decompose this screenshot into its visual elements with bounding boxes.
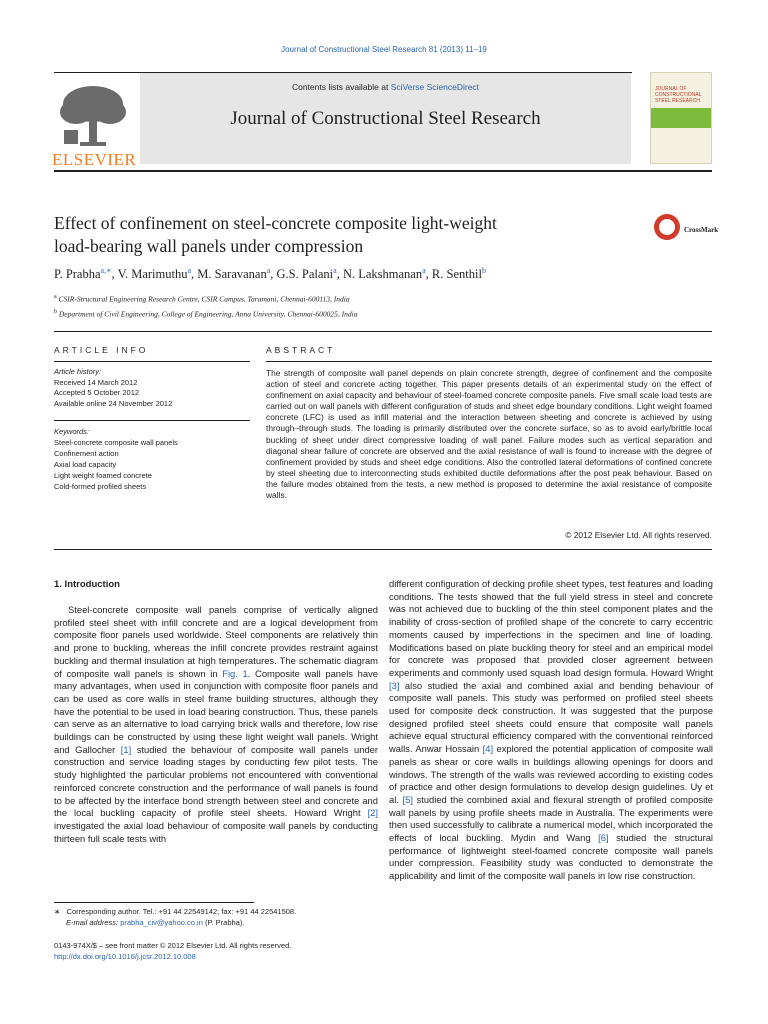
affiliation-marker: a xyxy=(54,294,57,300)
affiliations xyxy=(54,291,694,320)
author-affiliation-marker[interactable]: a xyxy=(187,266,192,275)
corresponding-author-footnote xyxy=(54,907,384,928)
paper-title-line1: Effect of confinement on steel-concrete composite light-weight xyxy=(54,213,497,233)
cover-title: JOURNAL OF CONSTRUCTIONAL STEEL RESEARCH xyxy=(655,86,702,104)
author-separator: , xyxy=(425,267,432,282)
author-name[interactable]: M. Saravanan xyxy=(197,267,267,282)
author-affiliation-marker[interactable]: a xyxy=(422,266,426,275)
author-name[interactable]: V. Marimuthu xyxy=(117,267,188,282)
email-suffix: (P. Prabha). xyxy=(202,917,245,927)
history-item: Available online 24 November 2012 xyxy=(54,398,173,408)
keywords-block xyxy=(54,426,250,492)
keyword-item: Axial load capacity xyxy=(54,460,117,469)
body-text: different configuration of decking profile sheet types, test features and loading conditions. The tests showed that the full yield stress in steel and concrete was not achieved due to buckling of the thin steel component plates and the inability of cross-section of profiled shape of the concrete to carry eccentric moments caused by imperfections in the specimen and line of loading. Modifications based on plate buckling theory for steel and an empirical model for concrete was proposed that provided closer agreement between experiments and commonly used squash load design formula. Howard Wright xyxy=(389,578,713,678)
body-text: Steel-concrete composite wall panels comprise of vertically aligned profiled steel sheet with infill concrete and are a logical development from composite floor panels used worldwide. Steel components are relatively thin and prone to buckling, whereas the infill concrete provides restraint against buckling and thermal insulation at high temperatures. The schematic diagram of composite wall panels is shown in xyxy=(54,604,378,679)
cover-green-band xyxy=(651,108,711,128)
author-name[interactable]: G.S. Palani xyxy=(276,267,334,282)
crossmark-label[interactable]: CrossMark xyxy=(684,226,719,234)
keywords-label: Keywords: xyxy=(54,427,90,436)
author-separator: , xyxy=(336,267,343,282)
header-rule xyxy=(54,170,712,172)
affiliation-line xyxy=(54,306,694,321)
author-name[interactable]: R. Senthil xyxy=(431,267,482,282)
affiliation-marker: b xyxy=(54,308,57,315)
author-separator: , xyxy=(111,267,118,282)
history-item: Accepted 5 October 2012 xyxy=(54,388,140,397)
body-text: explored the potential application of composite wall panels as shear or core walls in buildings allowing openings for doors and windows. The strength of the walls was reviewed according to existing codes of practice and other design formulations to develop design guidelines. Uy et al. xyxy=(389,743,713,805)
footnote-rule xyxy=(54,902,254,903)
article-info-heading: ARTICLE INFO xyxy=(54,345,149,355)
contents-availability xyxy=(140,82,631,92)
email-link[interactable]: prabha_civ@yahoo.co.in xyxy=(120,917,203,927)
corresponding-text: Corresponding author. Tel.: +91 44 22549142; fax: +91 44 22541508. xyxy=(66,907,297,916)
body-column-left xyxy=(54,604,378,845)
sciencedirect-link[interactable]: SciVerse ScienceDirect xyxy=(390,82,480,92)
reference-link[interactable]: [5] xyxy=(402,793,413,805)
reference-link[interactable]: [1] xyxy=(120,743,132,755)
history-list xyxy=(54,378,250,410)
body-column-right xyxy=(389,578,713,883)
reference-link[interactable]: [4] xyxy=(482,743,494,755)
elsevier-wordmark: ELSEVIER xyxy=(52,150,137,169)
keyword-item: Confinement action xyxy=(54,449,119,458)
reference-link[interactable]: Fig. 1 xyxy=(222,667,248,679)
issn-line: 0143-974X/$ – see front matter © 2012 Elsevier Ltd. All rights reserved. xyxy=(54,941,292,950)
footnote-marker: ∗ xyxy=(54,907,61,916)
body-text: studied the structural performance of lightweight steel-foamed concrete composite wall panels under compression. Feasibility study was conducted to demonstrate the applicability and limit of the composite wall panels in low rise construction. xyxy=(389,832,713,882)
author-affiliation-marker[interactable]: b xyxy=(481,266,486,275)
abstract-rule xyxy=(266,361,712,362)
affiliation-line xyxy=(54,291,694,306)
keywords-rule xyxy=(54,420,250,421)
email-label: E-mail address: xyxy=(66,917,119,927)
keywords-list xyxy=(54,437,250,492)
paper-title-line2: load-bearing wall panels under compression xyxy=(54,236,364,256)
history-label: Article history: xyxy=(54,367,102,376)
author-list xyxy=(54,266,694,282)
front-matter-notice xyxy=(54,941,384,962)
body-text: studied the behaviour of composite wall panels under construction and service loading stages by conducting few pilot tests. The study highlighted the particular problems not encountered with conventional reinforced concrete construction and the performance of wall panels is found to be affected by the interface bond strength between steel and concrete and the local buckling capacity of profile steel sheets. Howard Wright xyxy=(54,743,378,819)
author-name[interactable]: P. Prabha xyxy=(54,267,101,282)
section-rule xyxy=(54,331,712,332)
doi-link[interactable]: http://dx.doi.org/10.1016/j.jcsr.2012.10.008 xyxy=(54,951,196,961)
affiliation-text: Department of Civil Engineering, College of Engineering, Anna University, Chennai-600025, India xyxy=(58,309,358,318)
article-info-rule xyxy=(54,361,250,362)
keyword-item: Steel-concrete composite wall panels xyxy=(54,438,178,447)
author-separator: , xyxy=(191,267,198,282)
contents-prefix: Contents lists available at xyxy=(291,82,391,92)
author-affiliation-marker[interactable]: a,∗ xyxy=(100,266,112,275)
body-text: investigated the axial load behaviour of composite wall panels by conducting thirteen full scale tests with xyxy=(54,819,378,844)
crossmark-icon-inner xyxy=(659,219,675,235)
section-heading-introduction: 1. Introduction xyxy=(54,579,120,590)
article-history xyxy=(54,367,250,409)
journal-title: Journal of Constructional Steel Research xyxy=(230,108,541,129)
keyword-item: Light weight foamed concrete xyxy=(54,471,152,480)
reference-link[interactable]: [6] xyxy=(598,832,609,844)
reference-link[interactable]: [2] xyxy=(367,807,378,819)
history-item: Received 14 March 2012 xyxy=(54,377,138,387)
paragraph xyxy=(54,604,378,845)
reference-link[interactable]: [3] xyxy=(389,679,400,691)
author-affiliation-marker[interactable]: a xyxy=(266,266,271,275)
journal-citation[interactable]: Journal of Constructional Steel Research 81 (2013) 11–19 xyxy=(281,45,487,54)
abstract-heading: ABSTRACT xyxy=(266,345,336,355)
abstract-text: The strength of composite wall panel depends on plain concrete strength, degree of confinement and the composite action of steel and concrete acting together. This paper presents details of an experimental study on the effect of confinement on axial capacity and behaviour of steel-foamed concrete composite panels. Five small scale load tests are carried out on wall panels with different configuration of studs and sheet edge boundary conditions. Light weight foamed concrete (LFC) is used as infill material and the interaction between sheeting and concrete is achieved by using through–through studs. The loading is primarily distributed over the concrete surface, so as to avoid early/brittle local buckling of sheet under direct compressive loading of wall panel. Failure modes such as vertical separation and diagonal shear failure of concrete are observed and the axial resistance of wall is found to increase with the degree of confinement provided by studs and sheet edge conditions. Also the controlled lateral deformations of confined concrete by steel sheeting due to interconnecting studs exhibited ductile deformations after the post peak behaviour. Based on the failure modes obtained from the tests, a new method is proposed to determine the axial resistance of composite walls. xyxy=(266,368,712,501)
affiliation-text: CSIR-Structural Engineering Research Centre, CSIR Campus, Taramani, Chennai-600113, India xyxy=(58,294,350,304)
author-name[interactable]: N. Lakshmanan xyxy=(342,267,423,282)
keyword-item: Cold-formed profiled sheets xyxy=(54,482,147,491)
paper-title xyxy=(54,212,614,258)
author-separator: , xyxy=(270,267,277,282)
author-affiliation-marker[interactable]: a xyxy=(333,266,337,275)
paragraph xyxy=(389,578,713,883)
copyright-notice: © 2012 Elsevier Ltd. All rights reserved. xyxy=(565,530,712,540)
body-text: . Composite wall panels have many advantages, when used in conjunction with composite floor panels and can be used as core walls in steel frame building structures, although they have the potential to be used in load bearing construction. Thus, these panels can serve as an alternative to load carrying brick walls and therefore, low rise buildings can be constructed by using these light weight wall panels. Wright and Gallocher xyxy=(54,667,378,755)
body-text: also studied the axial and combined axial and bending behaviour of composite wall panels. This study was performed on profiled steel sheets used for composite deck construction. It was suggested that the purpose designed profiled steel sheets could ensure that composite wall panels achieve equal structural efficiency compared with the conventional reinforced walls. Anwar Hossain xyxy=(389,679,713,755)
body-text: studied the combined axial and flexural strength of profiled composite wall panels by using profile sheets made in Australia. The experiments were then used successfully to calibrate a numerical model, which incorporated the effects of local buckling. Mydin and Wang xyxy=(389,793,713,844)
body-rule xyxy=(54,549,712,550)
